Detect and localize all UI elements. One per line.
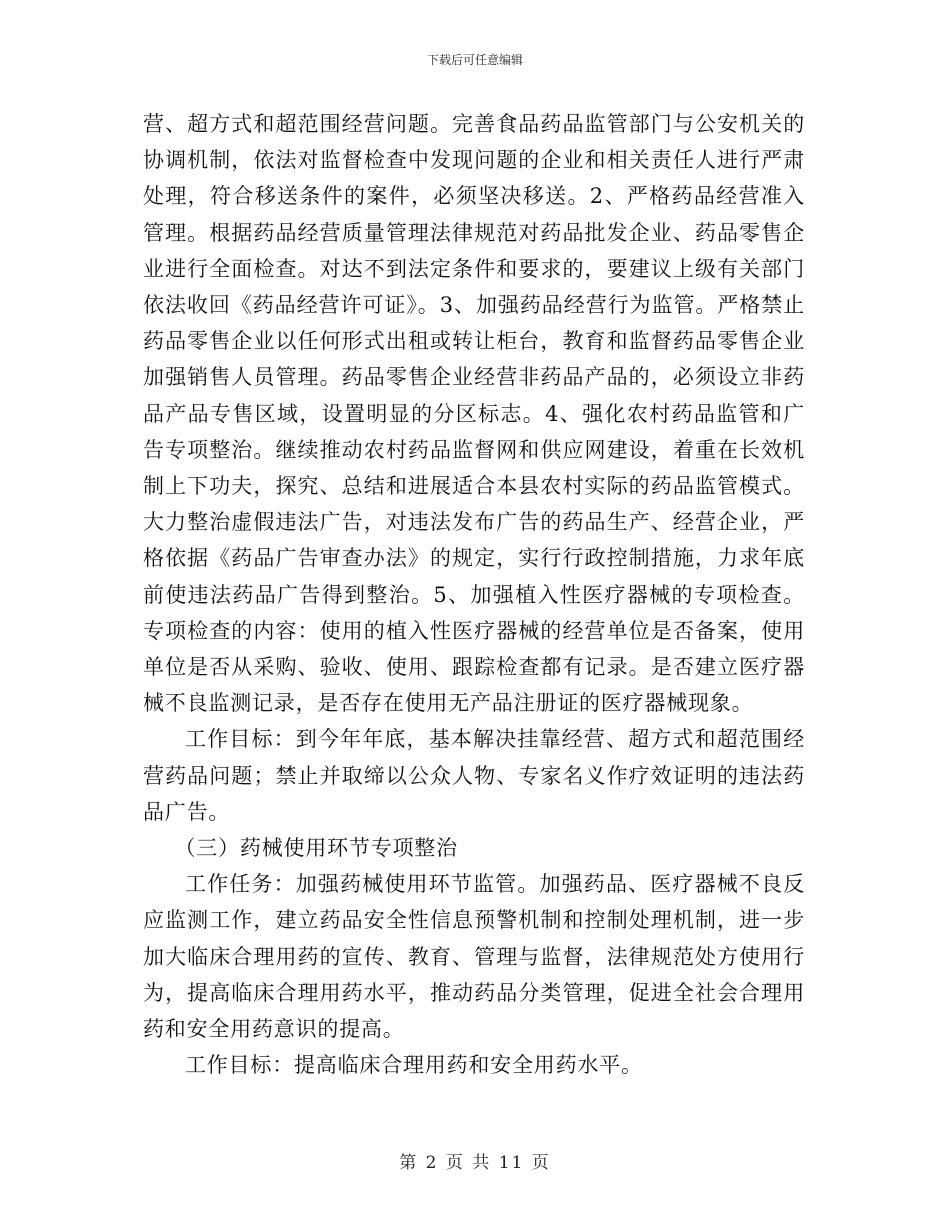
paragraph-work-task-3: 工作任务：加强药械使用环节监管。加强药品、医疗器械不良反应监测工作，建立药品安全性信息预警机制和控制处理机制，进一步加大临床合理用药的宣传、教育、管理与监督，法律规范处方使用行为，提高临床合理用药水平，推动药品分类管理，促进全社会合理用药和安全用药意识的提高。 xyxy=(143,872,805,1042)
section-heading-3: （三）药械使用环节专项整治 xyxy=(174,836,458,861)
document-body xyxy=(143,106,805,1083)
page-header: 下载后可任意编辑 xyxy=(426,53,523,67)
paragraph-work-goal-2: 工作目标：到今年年底，基本解决挂靠经营、超方式和超范围经营药品问题；禁止并取缔以公众人物、专家名义作疗效证明的违法药品广告。 xyxy=(143,727,805,824)
page-number-footer: 第 2 页 共 11 页 xyxy=(399,1153,551,1173)
paragraph-continuation: 营、超方式和超范围经营问题。完善食品药品监管部门与公安机关的协调机制，依法对监督检查中发现问题的企业和相关责任人进行严肃处理，符合移送条件的案件，必须坚决移送。2、严格药品经营准入管理。根据药品经营质量管理法律规范对药品批发企业、药品零售企业进行全面检查。对达不到法定条件和要求的，要建议上级有关部门依法收回《药品经营许可证》。3、加强药品经营行为监管。严格禁止药品零售企业以任何形式出租或转让柜台，教育和监督药品零售企业加强销售人员管理。药品零售企业经营非药品产品的，必须设立非药品产品专售区域，设置明显的分区标志。4、强化农村药品监管和广告专项整治。继续推动农村药品监督网和供应网建设，着重在长效机制上下功夫，探究、总结和进展适合本县农村实际的药品监管模式。大力整治虚假违法广告，对违法发布广告的药品生产、经营企业，严格依据《药品广告审查办法》的规定，实行行政控制措施，力求年底前使违法药品广告得到整治。5、加强植入性医疗器械的专项检查。专项检查的内容：使用的植入性医疗器械的经营单位是否备案，使用单位是否从采购、验收、使用、跟踪检查都有记录。是否建立医疗器械不良监测记录，是否存在使用无产品注册证的医疗器械现象。 xyxy=(143,112,805,716)
paragraph-work-goal-3: 工作目标：提高临床合理用药和安全用药水平。 xyxy=(185,1053,643,1078)
